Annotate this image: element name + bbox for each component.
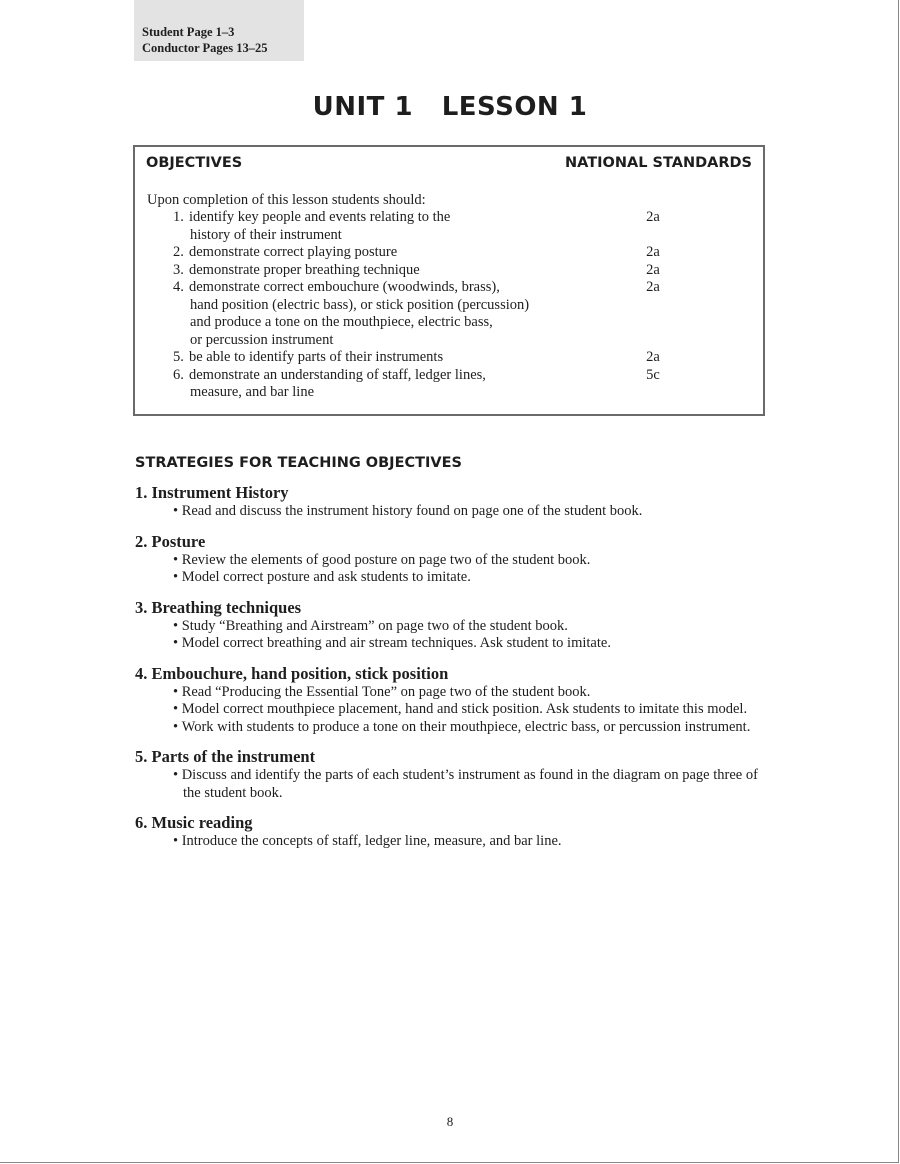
objective-standard: 2a [646,244,660,260]
objective-line: demonstrate an understanding of staff, ledger lines, [189,366,486,383]
objective-text [173,227,660,245]
page-title: UNIT 1 LESSON 1 [312,92,588,122]
objective-standard [660,297,680,315]
objective-row [173,314,753,332]
objective-row [173,332,753,350]
objective-number: 2. [173,244,184,260]
objectives-list [173,209,753,402]
objective-text [173,314,660,332]
objective-row [173,297,753,315]
strategy-section [135,747,775,802]
conductor-page-ref: Conductor Pages 13–25 [142,41,268,55]
page-number: 8 [446,1114,454,1129]
objective-text [173,367,643,385]
objective-line: hand position (electric bass), or stick position (percussion) [190,296,530,313]
objective-line: measure, and bar line [190,384,315,400]
objective-row [173,367,753,385]
strategy-title: 6. Music reading [135,813,253,832]
strategy-section [135,483,775,521]
strategies-heading: STRATEGIES FOR TEACHING OBJECTIVES [135,455,462,471]
strategy-bullet: • Model correct posture and ask students to imitate. [135,569,775,587]
objective-standard [660,332,680,350]
objective-standard: 2a [646,349,660,365]
objective-line: demonstrate correct embouchure (woodwinds, brass), [189,279,500,295]
objective-number: 6. [173,366,184,383]
strategy-bullet: • Discuss and identify the parts of each student’s instrument as found in the diagram on page three of the student book. [135,767,775,802]
objectives-intro: Upon completion of this lesson students should: [147,192,426,208]
objective-line: or percussion instrument [190,331,334,348]
objective-row [173,227,753,245]
strategy-title: 4. Embouchure, hand position, stick position [135,663,449,683]
objective-text [173,384,660,402]
objectives-box [133,145,765,416]
objective-line: demonstrate proper breathing technique [189,261,420,278]
objective-standard [660,384,680,402]
objective-line: be able to identify parts of their instruments [189,349,444,365]
strategy-title: 1. Instrument History [135,483,289,502]
objective-line: identify key people and events relating to the [189,209,451,225]
objective-number: 1. [173,209,184,225]
objective-text [173,244,643,262]
strategy-bullet: • Model correct mouthpiece placement, hand and stick position. Ask students to imitate this model. [135,701,775,719]
objective-row [173,262,753,280]
strategy-bullet: • Introduce the concepts of staff, ledger line, measure, and bar line. [135,833,775,851]
national-standards-heading: NATIONAL STANDARDS [565,155,752,171]
strategy-title: 2. Posture [135,531,206,551]
objective-number: 4. [173,279,184,295]
strategy-section [135,532,775,587]
strategy-section [135,664,775,737]
strategy-bullet: • Model correct breathing and air stream techniques. Ask student to imitate. [135,635,775,653]
objective-text [173,349,643,367]
strategy-bullet: • Study “Breathing and Airstream” on page two of the student book. [135,618,775,636]
objective-text [173,262,643,280]
objective-row [173,349,753,367]
objective-line: and produce a tone on the mouthpiece, electric bass, [190,314,493,330]
objective-row [173,279,753,297]
strategy-bullet: • Work with students to produce a tone on their mouthpiece, electric bass, or percussion instrument. [135,719,775,737]
objectives-heading: OBJECTIVES [146,155,243,171]
strategy-section [135,598,775,653]
objective-standard: 2a [646,261,660,278]
student-page-ref: Student Page 1–3 [142,25,235,39]
objective-text [173,332,660,350]
strategy-section [135,813,775,851]
strategy-title: 5. Parts of the instrument [135,747,316,766]
objective-standard [660,227,680,245]
objective-standard: 2a [646,279,660,295]
objective-line: demonstrate correct playing posture [189,244,398,260]
strategy-title: 3. Breathing techniques [135,597,302,617]
objective-standard [660,314,680,332]
objective-text [173,297,660,315]
objective-line: history of their instrument [190,226,342,243]
objective-row [173,209,753,227]
objective-text [173,209,643,227]
strategy-bullet: • Review the elements of good posture on page two of the student book. [135,552,775,570]
objective-row [173,384,753,402]
objective-number: 5. [173,349,184,365]
strategy-bullet: • Read and discuss the instrument history found on page one of the student book. [135,503,775,521]
objective-text [173,279,643,297]
objective-number: 3. [173,261,184,278]
strategies-list [135,483,775,862]
page-reference-box [134,0,304,61]
objective-standard: 5c [646,366,660,383]
objective-row [173,244,753,262]
objective-standard: 2a [646,209,660,225]
strategy-bullet: • Read “Producing the Essential Tone” on page two of the student book. [135,684,775,702]
